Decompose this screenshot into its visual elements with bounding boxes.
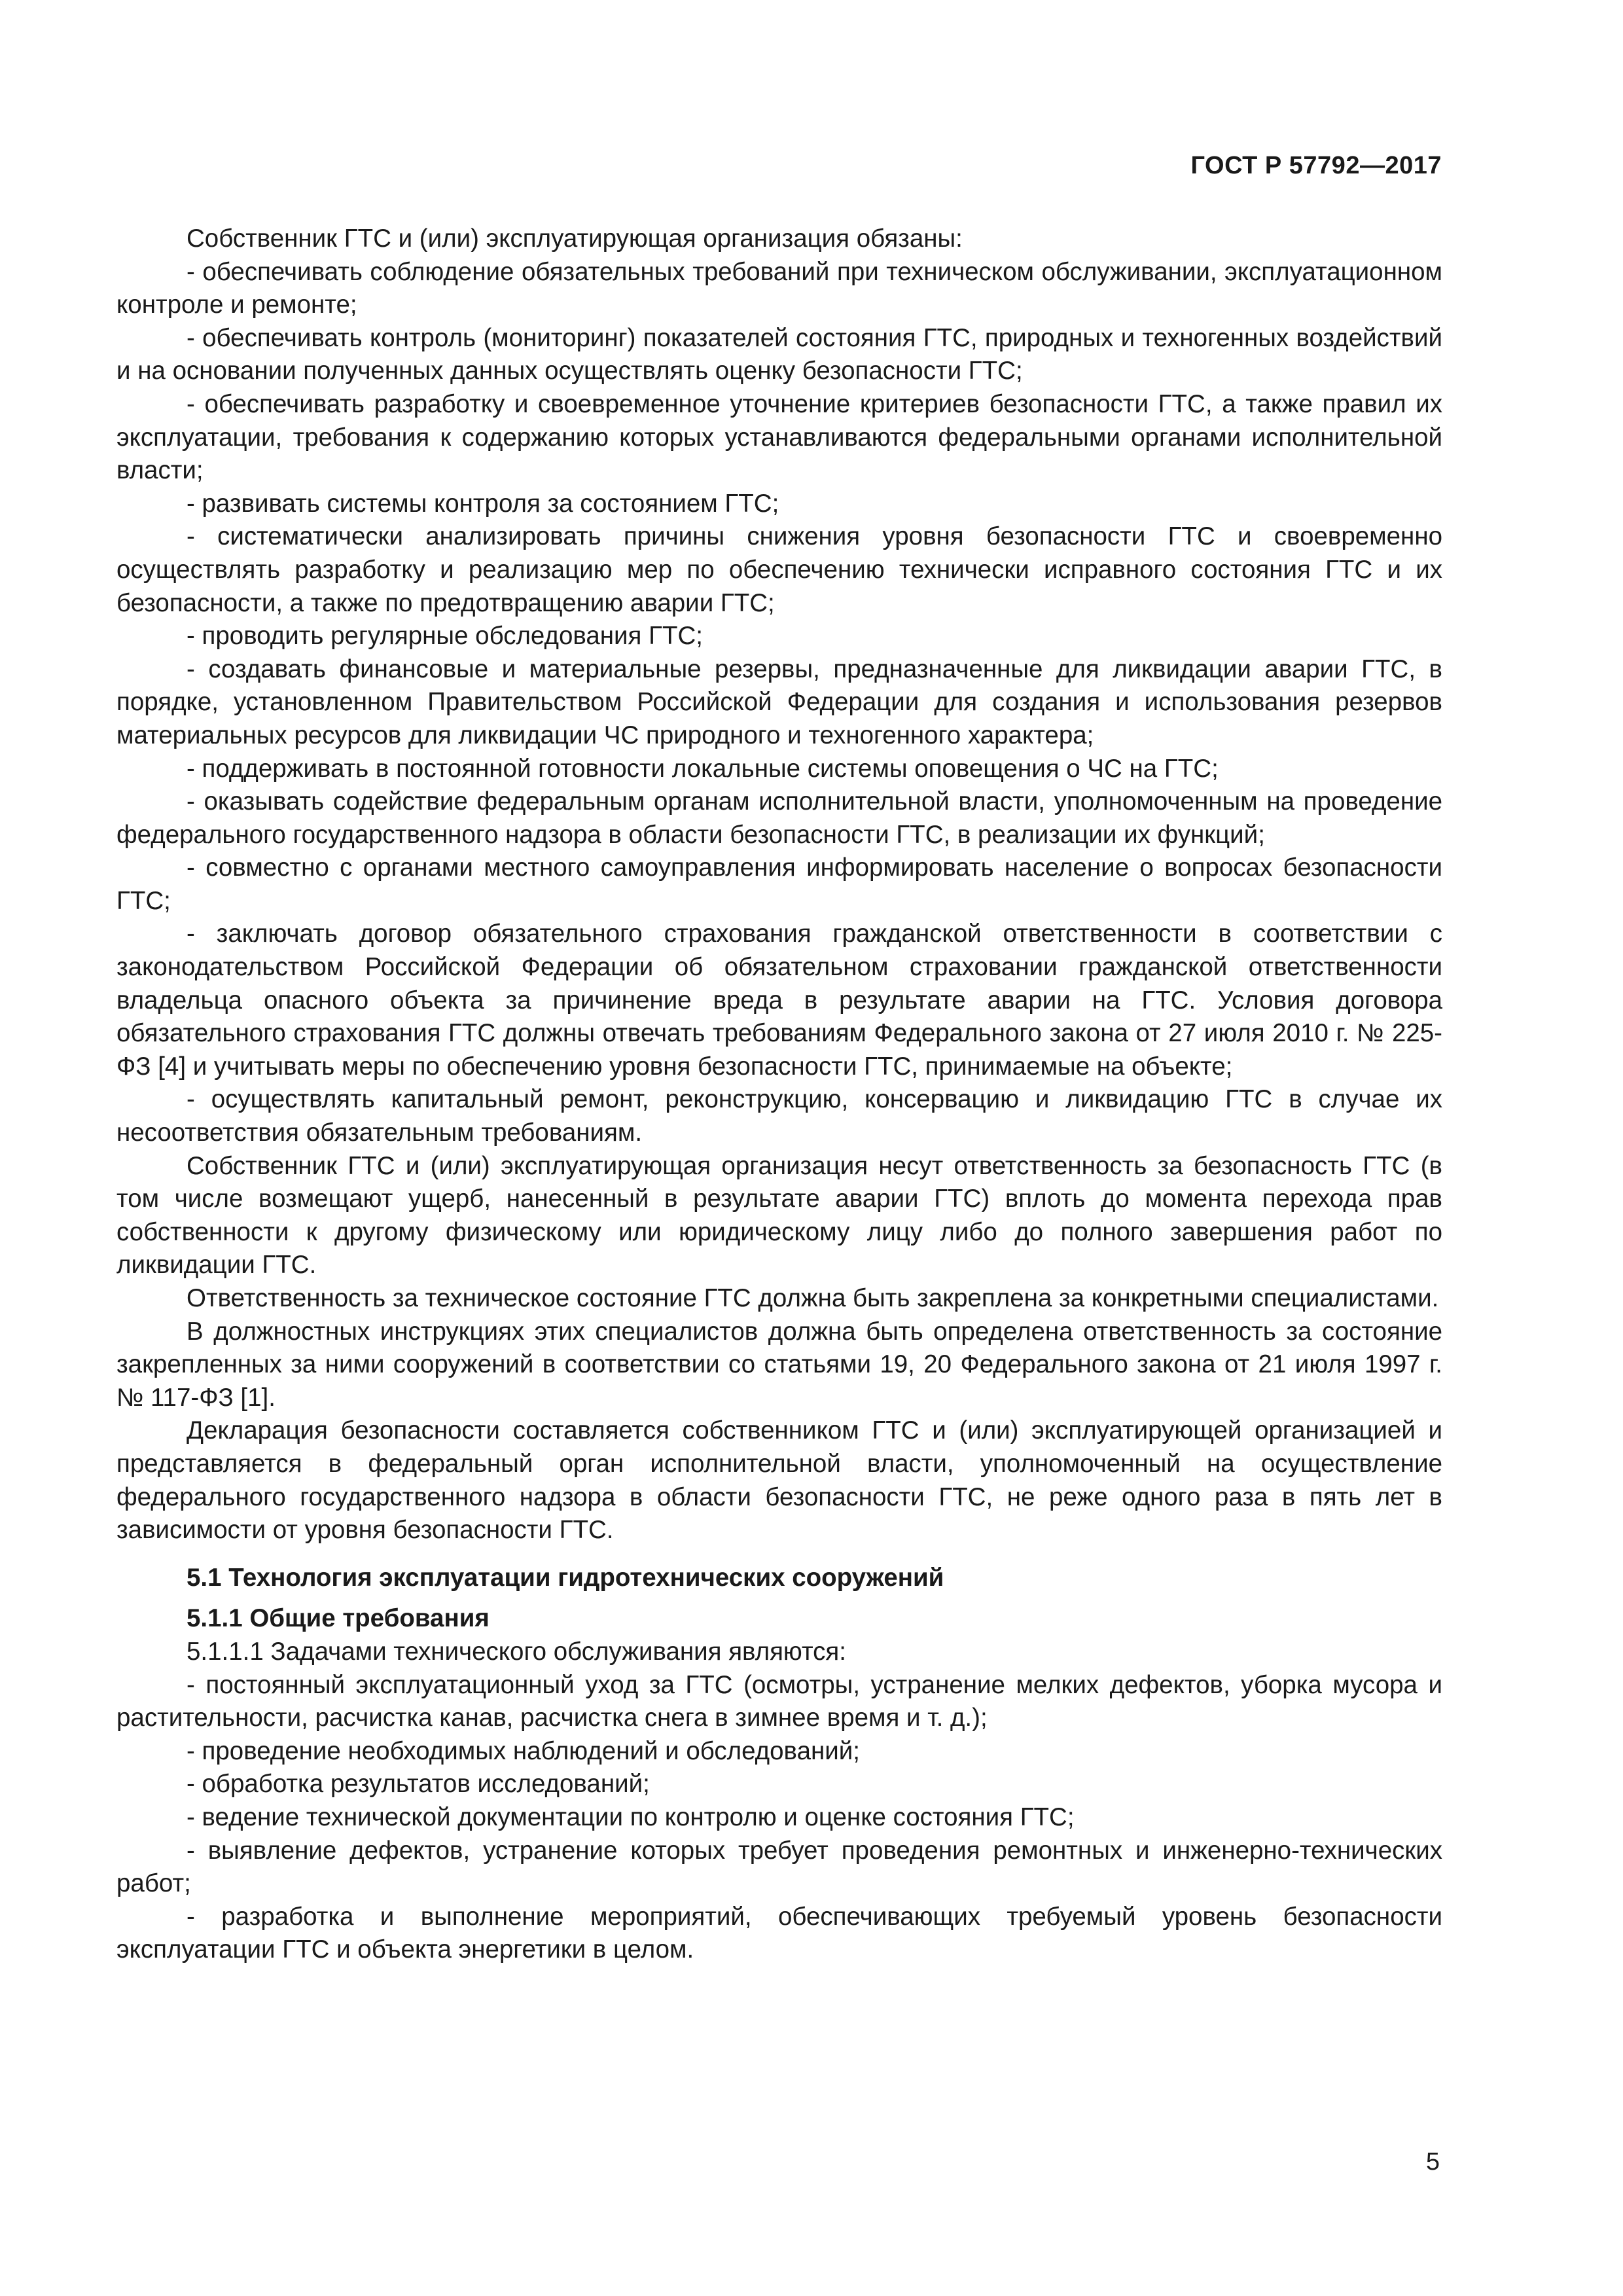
section-heading: 5.1 Технология эксплуатации гидротехнических сооружений <box>187 1563 944 1592</box>
responsibility-paragraph: Собственник ГТС и (или) эксплуатирующая организация несут ответственность за безопасность ГТС (в том числе возмещают ущерб, нанесенный в результате аварии ГТС) вплоть до момента перехода прав собственности к другому физическому или юридическому лицу либо до полного завершения работ по ликвидации ГТС. <box>116 1151 1442 1280</box>
task-item: - ведение технической документации по контролю и оценке состояния ГТС; <box>187 1803 1075 1831</box>
task-item: - обработка результатов исследований; <box>187 1770 650 1799</box>
duty-item: - систематически анализировать причины снижения уровня безопасности ГТС и своевременно осуществлять разработку и реализацию мер по обеспечению технически исправного состояния ГТС и их безопасности, а также по предотвращению аварии ГТС; <box>116 522 1442 617</box>
task-item: - постоянный эксплуатационный уход за ГТС (осмотры, устранение мелких дефектов, уборка мусора и растительности, расчистка канав, расчистка снега в зимнее время и т. д.); <box>116 1670 1442 1732</box>
duty-item: - совместно с органами местного самоуправления информировать население о вопросах безопасности ГТС; <box>116 853 1442 915</box>
duty-item: - осуществлять капитальный ремонт, реконструкцию, консервацию и ликвидацию ГТС в случае их несоответствия обязательным требованиям. <box>116 1085 1442 1147</box>
tasks-intro: 5.1.1.1 Задачами технического обслуживания являются: <box>187 1637 846 1666</box>
task-item: - выявление дефектов, устранение которых требует проведения ремонтных и инженерно-технических работ; <box>116 1836 1442 1898</box>
duty-item: - заключать договор обязательного страхования гражданской ответственности в соответствии с законодательством Российской Федерации об обязательном страховании гражданской ответственности владельца опасного объекта за причинение вреда в результате аварии на ГТС. Условия договора обязательного страхования ГТС должны отвечать требованиям Федерального закона от 27 июля 2010 г. № 225-ФЗ [4] и учитывать меры по обеспечению уровня безопасности ГТС, принимаемые на объекте; <box>116 920 1442 1081</box>
page-number: 5 <box>1425 2148 1440 2176</box>
duty-item: - создавать финансовые и материальные резервы, предназначенные для ликвидации аварии ГТС, в порядке, установленном Правительством Российской Федерации для создания и использования резервов материальных ресурсов для ликвидации ЧС природного и техногенного характера; <box>116 655 1442 749</box>
duty-item: - развивать системы контроля за состоянием ГТС; <box>187 489 779 518</box>
task-item: - разработка и выполнение мероприятий, обеспечивающих требуемый уровень безопасности эксплуатации ГТС и объекта энергетики в целом. <box>116 1902 1442 1964</box>
duty-item: - поддерживать в постоянной готовности локальные системы оповещения о ЧС на ГТС; <box>187 754 1219 783</box>
duty-item: - проводить регулярные обследования ГТС; <box>187 622 703 651</box>
duty-item: - обеспечивать разработку и своевременное уточнение критериев безопасности ГТС, а также правил их эксплуатации, требования к содержанию которых устанавливаются федеральными органами исполнительной власти; <box>116 389 1442 485</box>
standard-id-header: ГОСТ Р 57792—2017 <box>1190 152 1442 179</box>
duty-item: - оказывать содействие федеральным органам исполнительной власти, уполномоченным на проведение федерального государственного надзора в области безопасности ГТС, в реализации их функций; <box>116 787 1442 849</box>
responsibility-paragraph: В должностных инструкциях этих специалистов должна быть определена ответственность за состояние закрепленных за ними сооружений в соответствии со статьями 19, 20 Федерального закона от 21 июля 1997 г. № 117-ФЗ [1]. <box>116 1317 1442 1412</box>
duty-item: - обеспечивать контроль (мониторинг) показателей состояния ГТС, природных и техногенных воздействий и на основании полученных данных осуществлять оценку безопасности ГТС; <box>116 323 1442 386</box>
declaration-paragraph: Декларация безопасности составляется собственником ГТС и (или) эксплуатирующей организацией и представляется в федеральный орган исполнительной власти, уполномоченный на осуществление федерального государственного надзора в области безопасности ГТС, не реже одного раза в пять лет в зависимости от уровня безопасности ГТС. <box>116 1416 1442 1545</box>
task-item: - проведение необходимых наблюдений и обследований; <box>187 1736 860 1765</box>
responsibility-paragraph: Ответственность за техническое состояние ГТС должна быть закреплена за конкретными специалистами. <box>187 1284 1439 1312</box>
duty-item: - обеспечивать соблюдение обязательных требований при техническом обслуживании, эксплуатационном контроле и ремонте; <box>116 257 1442 319</box>
document-body <box>116 223 1442 1967</box>
duties-intro: Собственник ГТС и (или) эксплуатирующая организация обязаны: <box>187 224 963 253</box>
subsection-heading: 5.1.1 Общие требования <box>187 1604 490 1633</box>
